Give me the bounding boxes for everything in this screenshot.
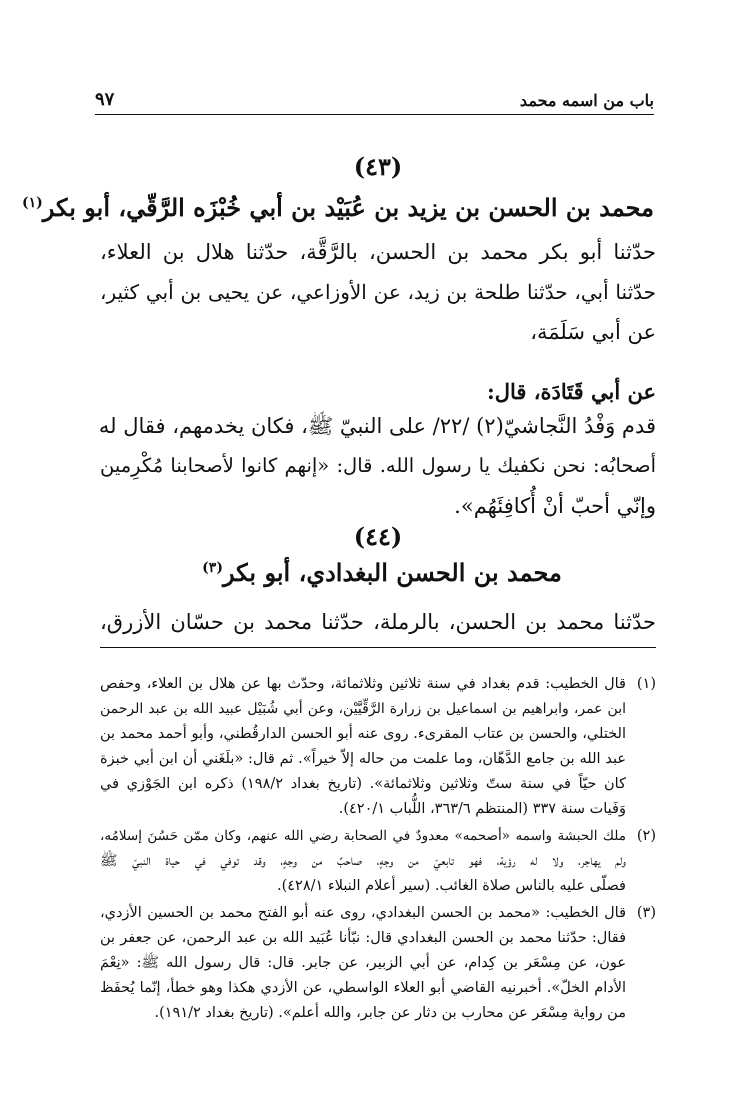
footnote-line: قال الخطيب: قدم بغداد في سنة ثلاثين وثلاثمائة، وحدّث بها عن هلال بن العلاء، وحفص bbox=[100, 676, 626, 692]
footnote-line: قال الخطيب: «محمد بن الحسن البغدادي، روى عنه أبو الفتح محمد بن الحسين الأزدي، bbox=[100, 905, 626, 921]
text-line: قدم وَفْدُ النَّجاشيّ(٢) /٢٢/ على النبيّ ﷺ، فكان يخدمهم، فقال له bbox=[98, 414, 656, 438]
footnote-line: من رواية مِسْعَر عن محارب بن دثار عن جابر، والله أعلم». (تاريخ بغداد ١٩١/٢). bbox=[154, 1005, 626, 1021]
heading-text: محمد بن الحسن البغدادي، أبو بكر bbox=[222, 558, 562, 587]
footnote-line: فقال: حدّثنا محمد بن الحسن البغدادي قال: نبّأنا عُبَيد الله بن عبد الرحمن، عن جعفر بن bbox=[100, 930, 626, 946]
footnote-line: فصلّى عليه بالناس صلاة الغائب. (سير أعلام النبلاء ٤٢٨/١). bbox=[276, 878, 626, 894]
isnad-paragraph bbox=[100, 232, 656, 352]
running-title: باب من اسمه محمد bbox=[519, 91, 654, 110]
footnote-line: وَفَيات سنة ٣٣٧ (المنتظم ٣٦٣/٦، اللُّباب ٤٢٠/١). bbox=[338, 801, 626, 817]
footnotes bbox=[100, 672, 656, 1028]
footnote-line: ملك الحبشة واسمه «أصحمه» معدودٌ في الصحابة رضي الله عنهم، وكان ممّن حَسُنَ إسلامُه، bbox=[100, 828, 626, 844]
hadith-paragraph bbox=[100, 372, 656, 526]
page-number: ٩٧ bbox=[95, 89, 115, 110]
footnote-line: عبد الله بن جامع الدَّهّان، وما علمت من حاله إلاّ خيراً». ثم قال: «بلَغَني أن ابن أبي خبزة bbox=[100, 751, 626, 767]
entry-heading bbox=[110, 558, 654, 587]
footnote bbox=[100, 901, 656, 1026]
footnote-separator bbox=[100, 647, 656, 648]
footnote-marker: (١) bbox=[636, 676, 656, 692]
footnote-line: الأدام الخلّ». أخبرنيه القاضي أبو العلاء الواسطي، عن الأزدي هكذا وهو خطأ، إنّما يُحفَظ bbox=[100, 980, 626, 996]
text-line: عن أبي سَلَمَة، bbox=[530, 320, 656, 344]
heading-text: محمد بن الحسن بن يزيد بن عُبَيْد بن أبي خُبْزَه الرَّقّي، أبو بكر bbox=[42, 193, 654, 222]
text-line: حدّثنا محمد بن الحسن، بالرملة، حدّثنا محمد بن حسّان الأزرق، bbox=[100, 610, 656, 634]
entry-number: (٤٤) bbox=[353, 522, 403, 551]
narrator-line: عن أبي قَتَادَة، قال: bbox=[487, 379, 656, 404]
footnote-ref: (١) bbox=[21, 195, 43, 211]
text-line: حدّثنا أبو بكر محمد بن الحسن، بالرَّقَّة، حدّثنا هلال بن العلاء، bbox=[100, 240, 656, 264]
footnote-ref: (٣) bbox=[202, 560, 223, 576]
footnote-line: ابن عمر، وابراهيم بن اسماعيل بن زرارة الرَّقِّيَّيْن، وعن أبي شُبَيْل عبيد الله بن عبد الرحمن bbox=[100, 701, 626, 717]
footnote-line: عون، عن مِسْعَر بن كِدام، عن أبي الزبير، عن جابر. قال: قال رسول الله ﷺ: «نِعْمَ bbox=[100, 955, 626, 971]
footnote-line: ولم يهاجر، ولا له رؤية، فهو تابعيّ من وجهٍ، صاحبٌ من وجهٍ، وقد توفي في حياة النبيّ ﷺ bbox=[100, 853, 626, 869]
footnote bbox=[100, 824, 656, 899]
entry-heading bbox=[21, 193, 654, 222]
entry-number: (٤٣) bbox=[353, 152, 403, 181]
footnote-marker: (٢) bbox=[636, 828, 656, 844]
text-line: أصحابُه: نحن نكفيك يا رسول الله. قال: «إنهم كانوا لأصحابنا مُكْرِمين bbox=[100, 454, 656, 477]
footnote-line: الختلي، والحسن بن عتاب المقرىء. روى عنه أبو الحسن الدارقُطني، وأبو أحمد محمد بن bbox=[100, 726, 626, 742]
isnad-paragraph bbox=[100, 602, 656, 642]
footnote-marker: (٣) bbox=[636, 905, 656, 921]
text-line: حدّثنا أبي، حدّثنا طلحة بن زيد، عن الأوزاعي، عن يحيى بن أبي كثير، bbox=[100, 280, 656, 304]
footnote bbox=[100, 672, 656, 822]
text-line: وإنّي أحبّ أنْ أُكافِئَهُم». bbox=[454, 494, 656, 518]
page-header bbox=[95, 86, 654, 110]
header-rule bbox=[95, 114, 654, 115]
footnote-line: كان حيّاً في سنة ستّ وثلاثين وثلاثمائة». (تاريخ بغداد ١٩٨/٢) ذكره ابن الجَوْزي في bbox=[100, 776, 626, 792]
